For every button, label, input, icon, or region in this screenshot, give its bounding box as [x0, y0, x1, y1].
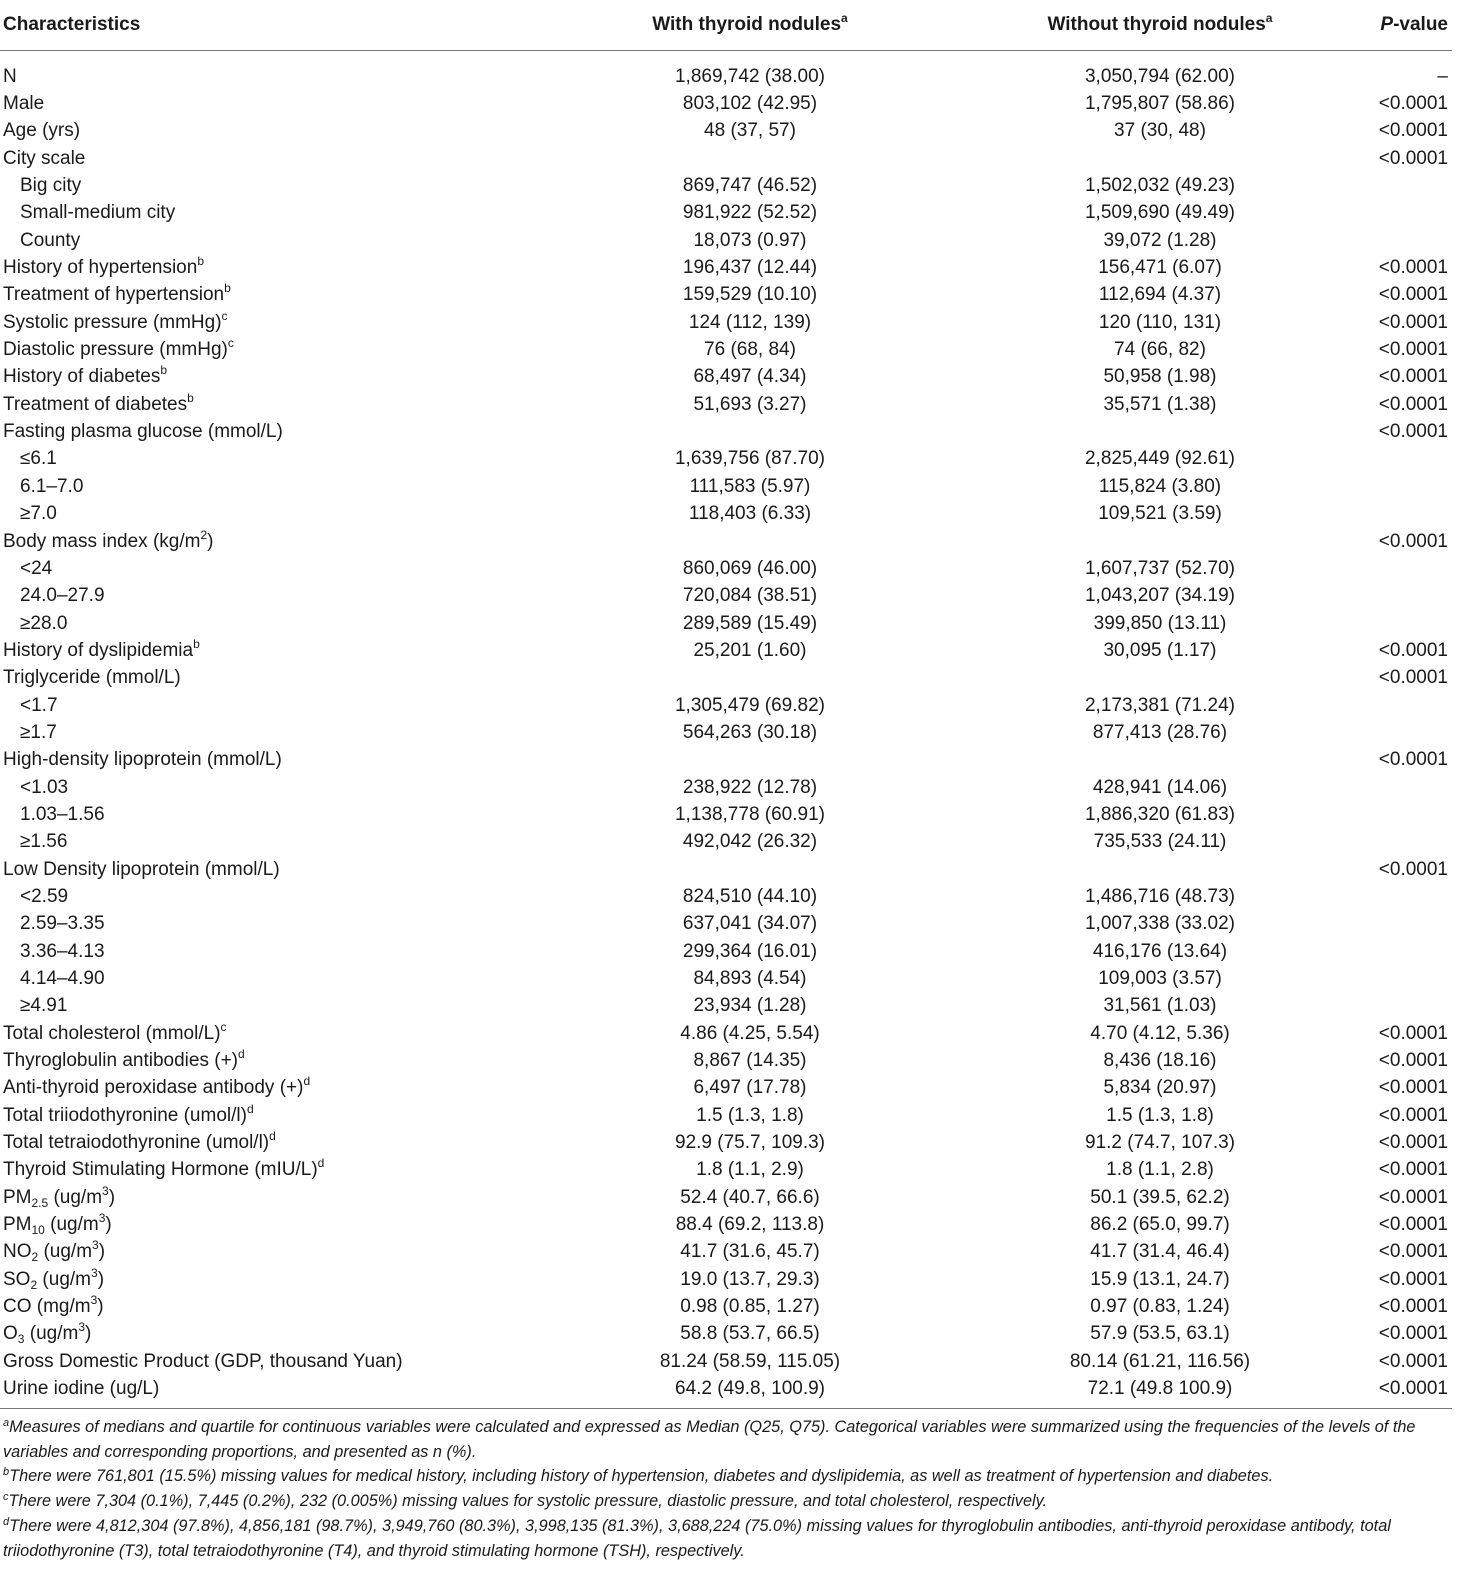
footnote-c: $^c$There were 7,304 (0.1%), 7,445 (0.2%), 232 (0.005%) missing values for systolic pressure, diastolic pressure, and total cholesterol, respectively. [3, 1491, 1048, 1511]
header-characteristics: Characteristics [0, 0, 540, 51]
value-with-nodules: 25,201 (1.60) [693, 639, 807, 661]
value-without-nodules: 399,850 (13.11) [1093, 612, 1227, 634]
row-label: <1.03 [20, 776, 69, 798]
row-label: N [3, 65, 17, 87]
value-without-nodules: 1,607,737 (52.70) [1084, 557, 1235, 579]
row-label: 4.14–4.90 [20, 968, 105, 990]
value-with-nodules: 0.98 (0.85, 1.27) [680, 1296, 820, 1318]
row-label: Diastolic pressure (mmHg)$^c$ [3, 336, 234, 361]
row-label: Triglyceride (mmol/L) [3, 667, 181, 689]
table-row [0, 1102, 1452, 1129]
p-value: <0.0001 [1378, 1077, 1448, 1099]
table-row [0, 747, 1452, 774]
row-label: History of dyslipidemia$^b$ [3, 636, 200, 661]
row-label: Thyroid Stimulating Hormone $(mIU/L)^d$ [3, 1156, 325, 1181]
value-with-nodules: 824,510 (44.10) [682, 885, 818, 907]
value-without-nodules: 1,043,207 (34.19) [1084, 585, 1235, 607]
table-row [0, 610, 1452, 637]
row-label: $PM_{2.5}$ $(ug/m^3)$ [3, 1183, 116, 1210]
p-value: <0.0001 [1378, 421, 1448, 443]
value-without-nodules: 428,941 (14.06) [1092, 776, 1228, 798]
table-row [0, 1157, 1452, 1184]
table-row [0, 1047, 1452, 1074]
p-value [1360, 227, 1452, 254]
table-row [0, 1211, 1452, 1238]
row-label: Anti-thyroid peroxidase antibody $(+)^d$ [3, 1074, 311, 1099]
value-with-nodules: 84,893 (4.54) [693, 968, 807, 990]
value-without-nodules: 416,176 (13.64) [1092, 940, 1228, 962]
row-label: <24 [20, 557, 53, 579]
value-without-nodules [960, 747, 1360, 774]
p-value: <0.0001 [1378, 366, 1448, 388]
row-label: Low Density lipoprotein (mmol/L) [3, 858, 280, 880]
row-label: Systolic pressure (mmHg)$^c$ [3, 308, 228, 333]
footnote-d: $^d$There were 4,812,304 (97.8%), 4,856,181 (98.7%), 3,949,760 (80.3%), 3,998,135 (81.3%), 3,688,224 (75.0%) missing values for thyroglobulin antibodies, anti-thyroid peroxidase antibody, total triiodothyronine (T3), total tetraiodothyronine (T4), and thyroid stimulating hormone (TSH), respectively. [3, 1515, 1391, 1560]
value-without-nodules: 31,561 (1.03) [1103, 995, 1217, 1017]
p-value [1360, 473, 1452, 500]
row-label: Treatment of diabetes$^b$ [3, 390, 194, 415]
p-value: <0.0001 [1378, 530, 1448, 552]
value-without-nodules: 80.14 (61.21, 116.56) [1069, 1350, 1251, 1372]
row-label: City scale [3, 147, 86, 169]
row-label: $SO_2$ $(ug/m^3)$ [3, 1265, 105, 1292]
p-value [1360, 911, 1452, 938]
p-value: <0.0001 [1378, 257, 1448, 279]
value-with-nodules: 869,747 (46.52) [682, 175, 818, 197]
value-with-nodules: 564,263 (30.18) [682, 721, 818, 743]
value-with-nodules: 124 (112, 139) [688, 311, 812, 333]
value-with-nodules: 1,639,756 (87.70) [674, 448, 825, 470]
table-row [0, 555, 1452, 582]
row-label: 24.0–27.9 [20, 585, 105, 607]
header-with-nodules: With thyroid nodules$^a$ [540, 0, 960, 51]
table-row [0, 883, 1452, 910]
value-without-nodules: 1,486,716 (48.73) [1084, 885, 1235, 907]
row-label: History of hypertension$^b$ [3, 254, 205, 279]
value-without-nodules: 2,173,381 (71.24) [1084, 694, 1235, 716]
row-label: 6.1–7.0 [20, 475, 84, 497]
value-with-nodules: 159,529 (10.10) [682, 284, 818, 306]
row-label: Body mass index $(kg/m^2)$ [3, 527, 214, 552]
p-value: <0.0001 [1378, 1350, 1448, 1372]
value-without-nodules: 0.97 (0.83, 1.24) [1090, 1296, 1230, 1318]
table-row [0, 829, 1452, 856]
table-row [0, 1020, 1452, 1047]
value-with-nodules: 8,867 (14.35) [693, 1050, 807, 1072]
row-label: Total triiodothyronine (umol/l)$^d$ [3, 1101, 254, 1126]
value-with-nodules [540, 856, 960, 883]
value-with-nodules: 860,069 (46.00) [682, 557, 818, 579]
p-value: <0.0001 [1378, 1132, 1448, 1154]
value-without-nodules: 109,521 (3.59) [1098, 503, 1222, 525]
value-with-nodules: 92.9 (75.7, 109.3) [675, 1132, 825, 1154]
p-value [1360, 200, 1452, 227]
p-value: <0.0001 [1378, 147, 1448, 169]
table-row [0, 637, 1452, 664]
p-value: <0.0001 [1378, 284, 1448, 306]
value-without-nodules: 15.9 (13.1, 24.7) [1090, 1268, 1230, 1290]
value-with-nodules [540, 145, 960, 172]
p-value: <0.0001 [1378, 1214, 1448, 1236]
row-label: <1.7 [20, 694, 58, 716]
value-without-nodules [960, 528, 1360, 555]
header-without-nodules: Without thyroid nodules$^a$ [960, 0, 1360, 51]
value-with-nodules: 81.24 (58.59, 115.05) [659, 1350, 841, 1372]
table-row [0, 90, 1452, 117]
value-without-nodules: 112,694 (4.37) [1098, 284, 1222, 306]
table-row [0, 1321, 1452, 1348]
value-with-nodules: 1,138,778 (60.91) [674, 803, 825, 825]
value-without-nodules: 877,413 (28.76) [1092, 721, 1228, 743]
table-row [0, 145, 1452, 172]
table-row [0, 473, 1452, 500]
row-label: County [20, 229, 81, 251]
p-value: <0.0001 [1378, 1050, 1448, 1072]
value-with-nodules: 51,693 (3.27) [693, 393, 807, 415]
value-with-nodules: 18,073 (0.97) [693, 229, 807, 251]
value-with-nodules: 803,102 (42.95) [682, 93, 818, 115]
value-with-nodules [540, 665, 960, 692]
value-without-nodules: 91.2 (74.7, 107.3) [1085, 1132, 1235, 1154]
footnote-a: $^a$Measures of medians and quartile for continuous variables were calculated and expressed as Median (Q25, Q75). Categorical variables were summarized using the frequencies of the levels of the variables and corresponding proportions, and presented as n (%). [3, 1417, 1416, 1461]
value-without-nodules [960, 856, 1360, 883]
value-without-nodules: 3,050,794 (62.00) [1084, 65, 1235, 87]
table-row [0, 309, 1452, 336]
value-without-nodules: 86.2 (65.0, 99.7) [1090, 1214, 1230, 1236]
table-row [0, 665, 1452, 692]
value-without-nodules [960, 665, 1360, 692]
value-with-nodules: 48 (37, 57) [704, 120, 796, 142]
value-with-nodules: 196,437 (12.44) [682, 257, 818, 279]
row-label: <2.59 [20, 885, 69, 907]
value-without-nodules: 5,834 (20.97) [1103, 1077, 1217, 1099]
value-with-nodules [540, 418, 960, 445]
value-with-nodules: 68,497 (4.34) [693, 366, 807, 388]
table-row [0, 418, 1452, 445]
value-without-nodules: 2,825,449 (92.61) [1084, 448, 1235, 470]
value-with-nodules: 492,042 (26.32) [682, 831, 818, 853]
value-without-nodules: 37 (30, 48) [1114, 120, 1206, 142]
value-without-nodules: 115,824 (3.80) [1098, 475, 1222, 497]
value-without-nodules: 1.5 (1.3, 1.8) [1106, 1104, 1214, 1126]
row-label: ≥7.0 [20, 503, 57, 525]
table-row [0, 1075, 1452, 1102]
value-with-nodules: 76 (68, 84) [704, 339, 796, 361]
value-without-nodules: 1,509,690 (49.49) [1084, 202, 1235, 224]
footnotes [0, 1408, 1452, 1563]
value-with-nodules: 637,041 (34.07) [682, 913, 818, 935]
p-value: <0.0001 [1378, 93, 1448, 115]
header-p-value: P-value [1360, 0, 1452, 51]
table-row [0, 51, 1452, 91]
p-value: <0.0001 [1378, 749, 1448, 771]
p-value: <0.0001 [1378, 120, 1448, 142]
p-value [1360, 172, 1452, 199]
value-without-nodules: 4.70 (4.12, 5.36) [1090, 1022, 1230, 1044]
value-without-nodules: 735,533 (24.11) [1093, 831, 1227, 853]
value-with-nodules: 1,305,479 (69.82) [674, 694, 825, 716]
table-row [0, 801, 1452, 828]
table-row [0, 856, 1452, 883]
row-label: ≥28.0 [20, 612, 68, 634]
value-without-nodules: 74 (66, 82) [1114, 339, 1206, 361]
value-without-nodules: 1.8 (1.1, 2.8) [1106, 1159, 1214, 1181]
value-without-nodules: 50,958 (1.98) [1103, 366, 1217, 388]
row-label: Gross Domestic Product (GDP, thousand Yuan) [3, 1350, 403, 1372]
row-label: 2.59–3.35 [20, 913, 105, 935]
table-header-row [0, 0, 1452, 51]
row-label: ≥1.56 [20, 831, 68, 853]
table-row [0, 391, 1452, 418]
value-with-nodules [540, 528, 960, 555]
table-row [0, 282, 1452, 309]
value-without-nodules: 1,795,807 (58.86) [1084, 93, 1235, 115]
table-row [0, 1293, 1452, 1320]
table-row [0, 528, 1452, 555]
p-value [1360, 801, 1452, 828]
value-without-nodules: 39,072 (1.28) [1103, 229, 1217, 251]
value-with-nodules: 981,922 (52.52) [682, 202, 818, 224]
p-value [1360, 583, 1452, 610]
row-label: Male [3, 93, 45, 115]
p-value: <0.0001 [1378, 1378, 1448, 1400]
row-label: Fasting plasma glucose (mmol/L) [3, 421, 283, 443]
row-label: 3.36–4.13 [20, 940, 105, 962]
value-with-nodules: 238,922 (12.78) [682, 776, 818, 798]
table-row [0, 1239, 1452, 1266]
table-row [0, 692, 1452, 719]
row-label: CO $(mg/m^3)$ [3, 1293, 104, 1318]
value-with-nodules: 4.86 (4.25, 5.54) [680, 1022, 820, 1044]
table-row [0, 172, 1452, 199]
row-label: Treatment of hypertension$^b$ [3, 281, 231, 306]
value-without-nodules [960, 418, 1360, 445]
p-value [1360, 446, 1452, 473]
row-label: Big city [20, 175, 82, 197]
table-row [0, 501, 1452, 528]
value-without-nodules: 109,003 (3.57) [1098, 968, 1222, 990]
p-value [1360, 883, 1452, 910]
table-row [0, 1348, 1452, 1375]
p-value [1360, 829, 1452, 856]
p-value: <0.0001 [1378, 1296, 1448, 1318]
p-value [1360, 965, 1452, 992]
value-without-nodules: 1,886,320 (61.83) [1084, 803, 1235, 825]
value-with-nodules: 58.8 (53.7, 66.5) [680, 1323, 820, 1345]
row-label: History of diabetes$^b$ [3, 363, 168, 388]
value-with-nodules: 19.0 (13.7, 29.3) [680, 1268, 820, 1290]
row-label: High-density lipoprotein (mmol/L) [3, 749, 282, 771]
value-with-nodules: 289,589 (15.49) [682, 612, 818, 634]
table-row [0, 446, 1452, 473]
p-value: <0.0001 [1378, 1104, 1448, 1126]
table-row [0, 364, 1452, 391]
table-row [0, 993, 1452, 1020]
value-with-nodules [540, 747, 960, 774]
value-without-nodules: 50.1 (39.5, 62.2) [1090, 1186, 1230, 1208]
row-label: Urine iodine (ug/L) [3, 1378, 160, 1400]
value-with-nodules: 64.2 (49.8, 100.9) [675, 1378, 825, 1400]
value-with-nodules: 1.5 (1.3, 1.8) [696, 1104, 804, 1126]
value-without-nodules: 30,095 (1.17) [1103, 639, 1217, 661]
row-label: Small-medium city [20, 202, 176, 224]
row-label: $NO_2$ $(ug/m^3)$ [3, 1238, 106, 1265]
table-row [0, 911, 1452, 938]
row-label: Thyroglobulin antibodies $(+)^d$ [3, 1047, 245, 1072]
value-with-nodules: 720,084 (38.51) [682, 585, 818, 607]
table-row [0, 254, 1452, 281]
table-row [0, 774, 1452, 801]
row-label: ≤6.1 [20, 448, 57, 470]
table-row [0, 719, 1452, 746]
p-value [1360, 774, 1452, 801]
row-label: $O_3$ $(ug/m^3)$ [3, 1320, 92, 1347]
p-value: <0.0001 [1378, 1022, 1448, 1044]
value-with-nodules: 23,934 (1.28) [693, 995, 807, 1017]
value-with-nodules: 299,364 (16.01) [682, 940, 818, 962]
table-body [0, 51, 1452, 1411]
value-without-nodules: 41.7 (31.4, 46.4) [1090, 1241, 1230, 1263]
row-label: ≥4.91 [20, 995, 68, 1017]
value-with-nodules: 6,497 (17.78) [693, 1077, 807, 1099]
value-with-nodules: 52.4 (40.7, 66.6) [680, 1186, 820, 1208]
p-value [1360, 555, 1452, 582]
table-row [0, 200, 1452, 227]
footnote-b: $^b$There were 761,801 (15.5%) missing values for medical history, including history of hypertension, diabetes and dyslipidemia, as well as treatment of hypertension and diabetes. [3, 1466, 1274, 1486]
table-row [0, 118, 1452, 145]
value-with-nodules: 1.8 (1.1, 2.9) [696, 1159, 804, 1181]
table-row [0, 965, 1452, 992]
table-row [0, 1184, 1452, 1211]
row-label: Total tetraiodothyronine (umol/l)$^d$ [3, 1129, 276, 1154]
p-value: <0.0001 [1378, 639, 1448, 661]
value-with-nodules: 88.4 (69.2, 113.8) [675, 1214, 825, 1236]
p-value: <0.0001 [1378, 339, 1448, 361]
row-label: ≥1.7 [20, 721, 57, 743]
value-without-nodules [960, 145, 1360, 172]
p-value [1360, 692, 1452, 719]
table-row [0, 583, 1452, 610]
value-without-nodules: 120 (110, 131) [1098, 311, 1222, 333]
table-row [0, 1266, 1452, 1293]
p-value: <0.0001 [1378, 1323, 1448, 1345]
table-row [0, 1376, 1452, 1411]
p-value: <0.0001 [1378, 1186, 1448, 1208]
table-row [0, 938, 1452, 965]
p-value: <0.0001 [1378, 1241, 1448, 1263]
p-value: <0.0001 [1378, 393, 1448, 415]
value-without-nodules: 72.1 (49.8 100.9) [1087, 1378, 1233, 1400]
p-value [1360, 938, 1452, 965]
value-without-nodules: 35,571 (1.38) [1103, 393, 1217, 415]
table-row [0, 336, 1452, 363]
row-label: 1.03–1.56 [20, 803, 105, 825]
value-without-nodules: 57.9 (53.5, 63.1) [1090, 1323, 1230, 1345]
p-value: <0.0001 [1378, 1159, 1448, 1181]
value-without-nodules: 8,436 (18.16) [1103, 1050, 1217, 1072]
row-label: $PM_{10}$ $(ug/m^3)$ [3, 1211, 112, 1238]
value-without-nodules: 156,471 (6.07) [1098, 257, 1222, 279]
p-value [1360, 719, 1452, 746]
row-label: Total cholesterol (mmol/L)$^c$ [3, 1019, 227, 1044]
p-value [1360, 993, 1452, 1020]
p-value: <0.0001 [1378, 858, 1448, 880]
value-with-nodules: 41.7 (31.6, 45.7) [680, 1241, 820, 1263]
value-with-nodules: 118,403 (6.33) [688, 503, 812, 525]
p-value: <0.0001 [1378, 667, 1448, 689]
row-label: Age (yrs) [3, 120, 81, 142]
p-value: <0.0001 [1378, 1268, 1448, 1290]
value-without-nodules: 1,007,338 (33.02) [1084, 913, 1235, 935]
value-without-nodules: 1,502,032 (49.23) [1084, 175, 1235, 197]
p-value: – [1437, 65, 1448, 87]
value-with-nodules: 1,869,742 (38.00) [674, 65, 825, 87]
p-value [1360, 501, 1452, 528]
p-value: <0.0001 [1378, 311, 1448, 333]
p-value [1360, 610, 1452, 637]
value-with-nodules: 111,583 (5.97) [689, 475, 811, 497]
table-row [0, 1129, 1452, 1156]
table-row [0, 227, 1452, 254]
